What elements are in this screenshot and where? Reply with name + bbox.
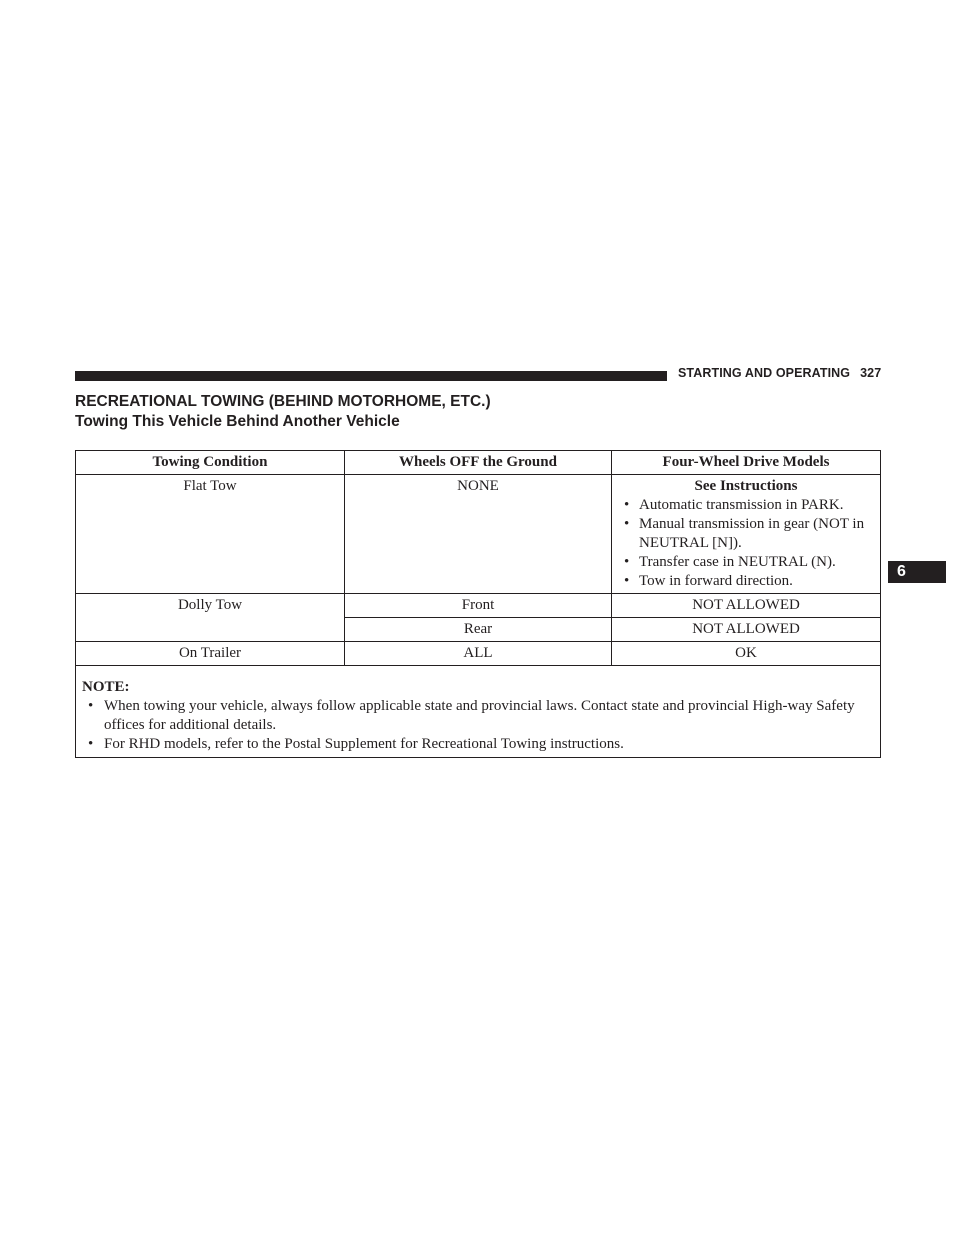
page-number: 327 [860,366,882,380]
towing-condition-cell: On Trailer [76,642,345,666]
section-title: STARTING AND OPERATING [678,366,851,380]
list-item: • Manual transmission in gear (NOT in NEUTRAL [N]). [618,515,874,553]
note-list [82,697,874,754]
wheels-off-cell: Front [345,594,612,618]
chapter-tab: 6 [888,561,946,583]
page-title: RECREATIONAL TOWING (BEHIND MOTORHOME, ETC.) [75,393,491,410]
result-cell: NOT ALLOWED [612,618,881,642]
column-header: Four-Wheel Drive Models [612,451,881,475]
list-item: • For RHD models, refer to the Postal Supplement for Recreational Towing instructions. [82,735,874,754]
instructions-list [618,496,874,591]
table-header-row [76,451,881,475]
table-row [76,642,881,666]
list-item: • When towing your vehicle, always follow applicable state and provincial laws. Contact state and provincial High-way Safety offices for additional details. [82,697,874,735]
table-note-row [76,666,881,758]
column-header: Towing Condition [76,451,345,475]
header-rule [75,371,667,381]
list-item: • Automatic transmission in PARK. [618,496,874,515]
wheels-off-cell: Rear [345,618,612,642]
page-subtitle: Towing This Vehicle Behind Another Vehicle [75,413,400,430]
note-label: NOTE: [82,679,130,695]
table-row [76,594,881,618]
table-row [76,475,881,594]
column-header: Wheels OFF the Ground [345,451,612,475]
list-item: • Transfer case in NEUTRAL (N). [618,553,874,572]
wheels-off-cell: NONE [345,475,612,594]
towing-condition-cell: Flat Tow [76,475,345,594]
towing-table [75,450,881,758]
list-item: • Tow in forward direction. [618,572,874,591]
running-header [678,366,881,380]
instructions-title: See Instructions [694,478,798,494]
result-cell: NOT ALLOWED [612,594,881,618]
towing-condition-cell: Dolly Tow [76,594,345,642]
result-cell: OK [612,642,881,666]
instructions-cell [612,475,881,594]
wheels-off-cell: ALL [345,642,612,666]
note-cell [76,666,881,758]
